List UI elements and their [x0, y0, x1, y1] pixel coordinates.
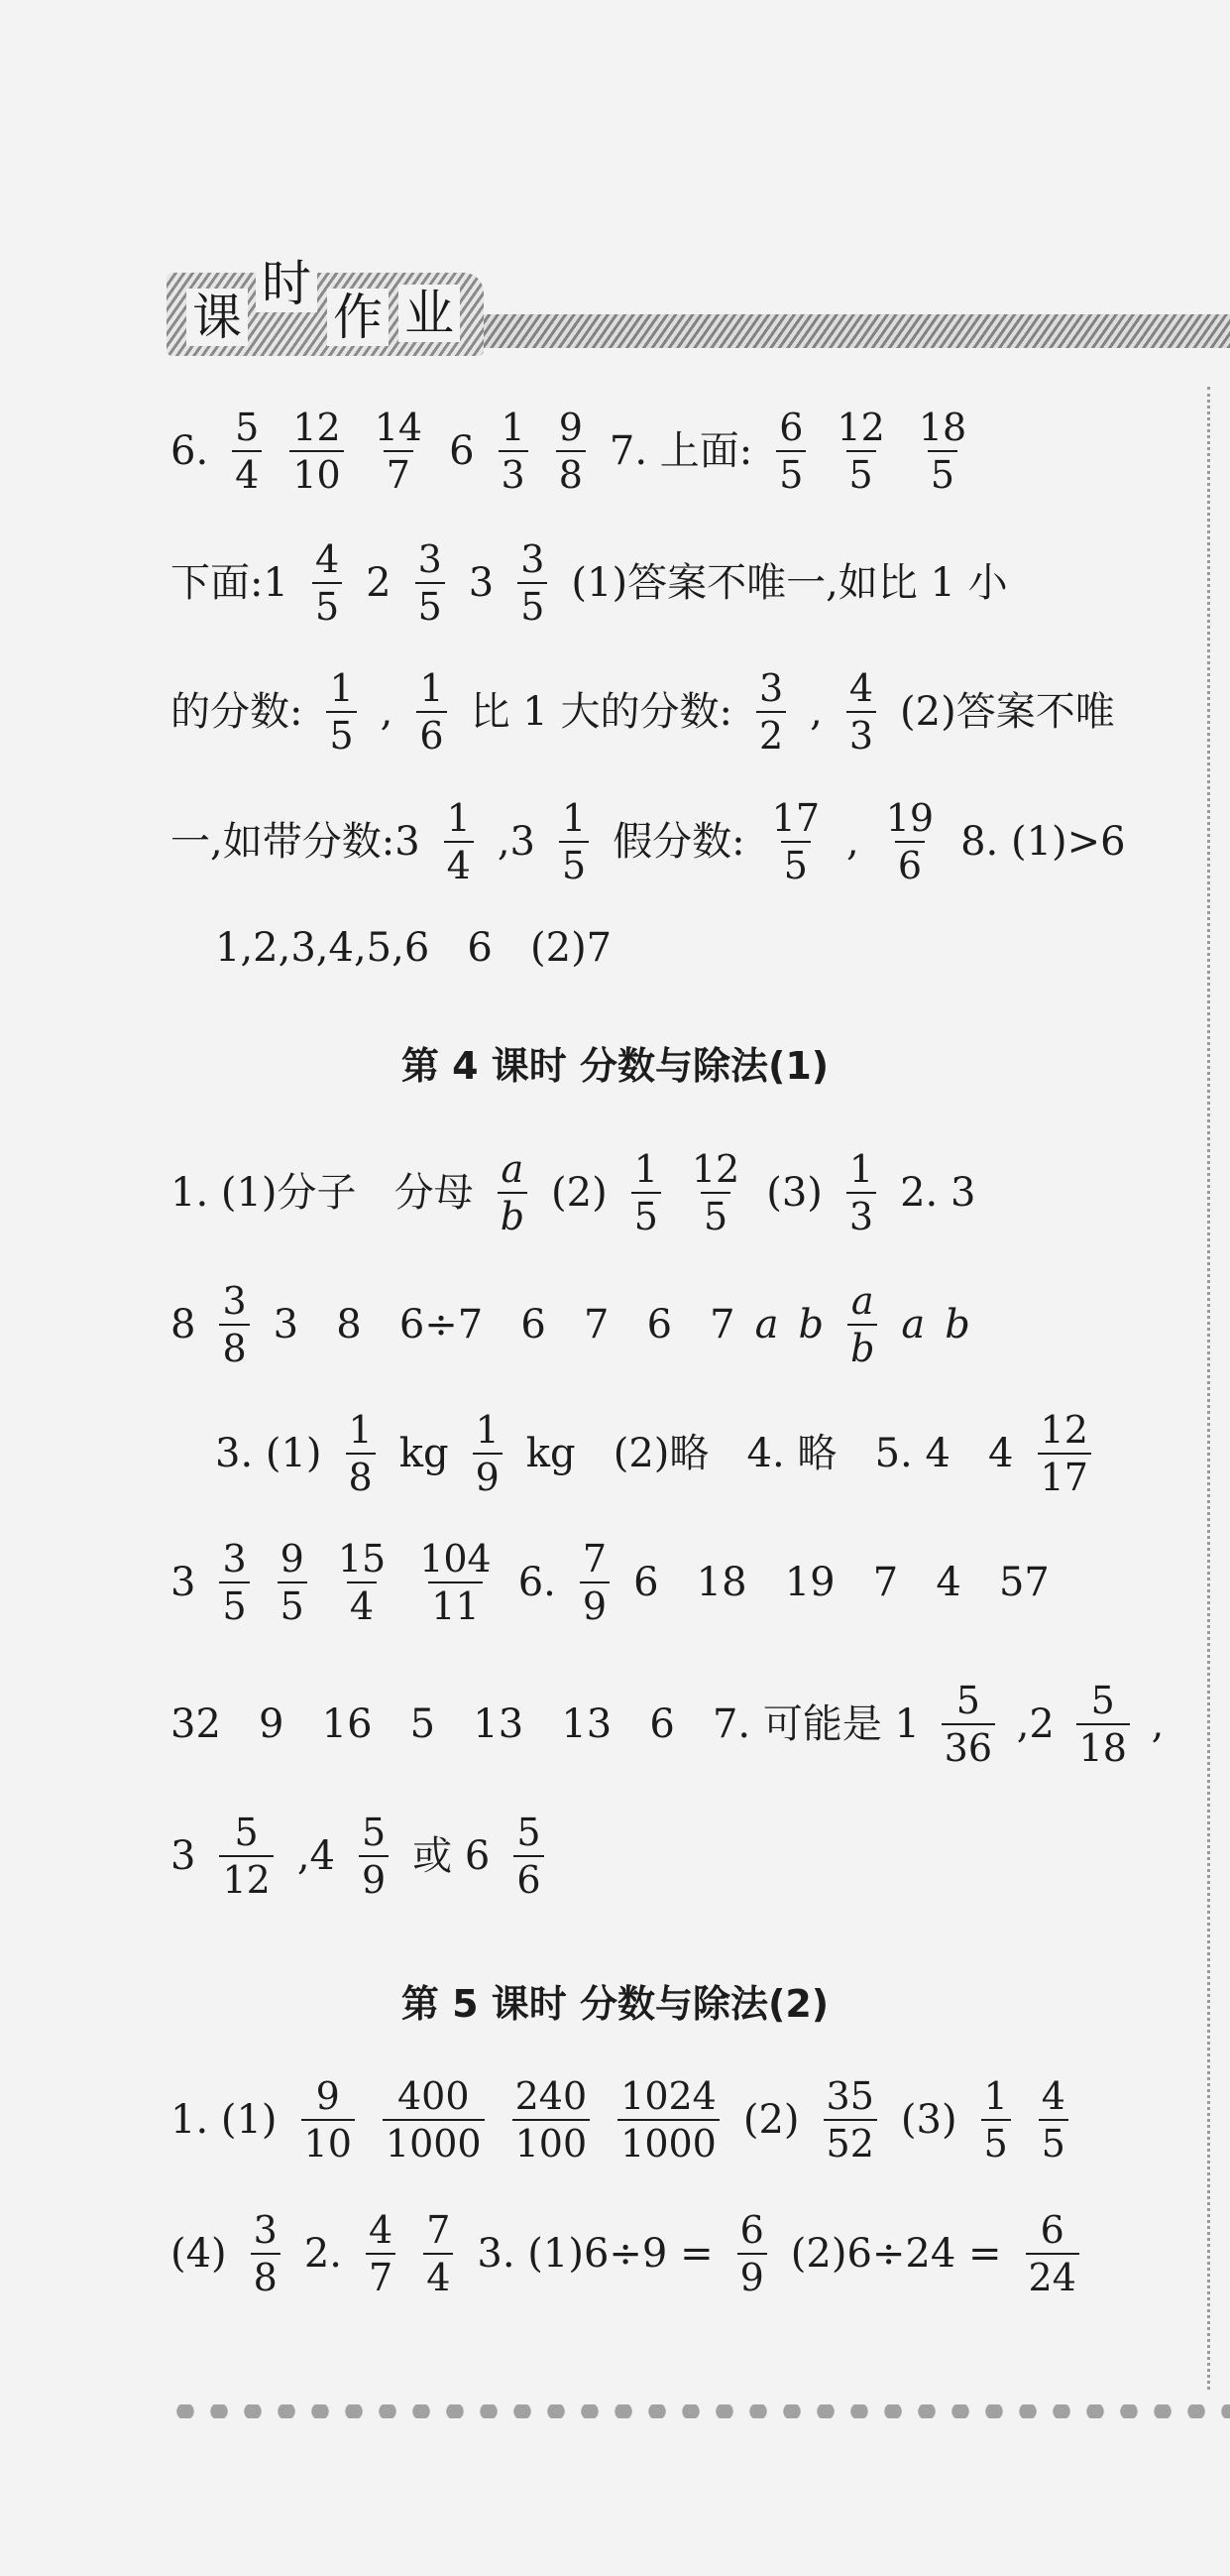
fraction-numerator: 18: [918, 406, 967, 449]
fraction-denominator: 5: [278, 1581, 307, 1625]
fraction-denominator: 36: [942, 1723, 995, 1767]
fraction-denominator: 6: [416, 711, 446, 755]
answer-text: 1. (1): [170, 2097, 278, 2143]
fraction-denominator: 6: [895, 841, 925, 884]
fraction: [219, 1811, 273, 1902]
fraction: [1026, 2208, 1079, 2299]
fraction-denominator: 8: [556, 450, 586, 494]
fraction-numerator: 7: [582, 1537, 608, 1581]
fraction: [631, 1147, 661, 1238]
answer-text: 3: [468, 560, 495, 606]
fraction: [981, 2074, 1011, 2166]
answer-text: ,4: [296, 1833, 335, 1879]
fraction-denominator: 3: [846, 1192, 876, 1235]
fraction-numerator: 35: [826, 2074, 874, 2118]
fraction: [513, 1811, 543, 1902]
fraction-denominator: b: [847, 1324, 877, 1367]
answer-text: 6 18 19 7 4 57: [633, 1560, 1050, 1605]
answer-text: 一,如带分数:3: [170, 819, 420, 865]
fraction: [737, 2208, 767, 2299]
fraction-denominator: 5: [981, 2119, 1011, 2163]
fraction-denominator: 4: [232, 450, 262, 494]
fraction-numerator: 1: [446, 796, 471, 840]
answer-line-3: [168, 666, 1179, 758]
fraction-numerator: 9: [558, 406, 583, 449]
fraction: [473, 1408, 503, 1499]
fraction-numerator: 4: [848, 666, 874, 710]
footer-dot-border: [168, 2404, 1230, 2418]
fraction-numerator: 3: [417, 537, 442, 581]
fraction: [756, 666, 786, 758]
fraction-denominator: 5: [559, 841, 589, 884]
answer-text: 2.: [303, 2231, 343, 2277]
fraction-denominator: 9: [473, 1453, 503, 1496]
fraction-denominator: 8: [219, 1324, 249, 1367]
answer-line-1: [168, 406, 1179, 497]
answer-text: 比 1 大的分数:: [470, 689, 732, 735]
answer-line-10: [168, 1679, 1179, 1770]
answer-line-12: [168, 2074, 1179, 2166]
fraction-denominator: 7: [366, 2253, 395, 2296]
fraction: [444, 796, 474, 887]
answer-text: 2: [366, 560, 391, 606]
fraction-denominator: 7: [384, 450, 413, 494]
fraction: [366, 2208, 395, 2299]
fraction-denominator: 5: [781, 841, 811, 884]
fraction-denominator: 8: [251, 2253, 280, 2296]
answer-text: ,: [1151, 1701, 1165, 1747]
fraction: [383, 2074, 485, 2166]
answer-line-2: [168, 537, 1179, 629]
answer-text: ,: [810, 689, 823, 735]
fraction-denominator: 4: [423, 2253, 453, 2296]
answer-text: 6.: [170, 428, 209, 474]
fraction-denominator: 52: [824, 2119, 877, 2163]
answer-text: (2)6÷24 =: [790, 2231, 1002, 2277]
fraction: [372, 406, 425, 497]
answer-text: 3 8 6÷7 6 7 6 7: [273, 1302, 735, 1347]
fraction-numerator: 1: [348, 1408, 373, 1452]
fraction-numerator: 3: [520, 537, 545, 581]
answer-text: (2): [742, 2097, 800, 2143]
fraction: [232, 406, 262, 497]
fraction: [416, 1537, 495, 1628]
answer-text: 2. 3: [900, 1170, 976, 1216]
fraction: [617, 2074, 720, 2166]
fraction-numerator: 240: [514, 2074, 588, 2118]
fraction-numerator: 1: [562, 796, 587, 840]
answer-text: 3: [170, 1833, 196, 1879]
fraction-numerator: 3: [253, 2208, 278, 2252]
fraction-numerator: 6: [1040, 2208, 1064, 2252]
margin-dotted-rule: [1207, 387, 1210, 2390]
fraction-numerator: 5: [1090, 1679, 1115, 1722]
fraction-numerator: 17: [771, 796, 821, 840]
fraction: [689, 1147, 742, 1238]
fraction: [416, 666, 446, 758]
fraction: [512, 2074, 591, 2166]
fraction-denominator: 11: [428, 1581, 482, 1625]
fraction-numerator: 1: [475, 1408, 500, 1452]
fraction: [301, 2074, 355, 2166]
answer-line-13: [168, 2208, 1179, 2299]
answer-text: 7. 上面:: [609, 428, 753, 474]
fraction-denominator: 10: [289, 450, 343, 494]
fraction-numerator: 19: [885, 796, 935, 840]
fraction: [415, 537, 445, 629]
fraction-numerator: 1: [419, 666, 444, 710]
fraction: [834, 406, 887, 497]
fraction-denominator: 5: [846, 450, 876, 494]
answer-line-7: [168, 1279, 1179, 1370]
fraction: [846, 666, 876, 758]
answer-text: 3. (1)6÷9 =: [477, 2231, 714, 2277]
answer-line-5: [168, 924, 1224, 972]
fraction: [883, 796, 937, 887]
answer-text: (1)答案不唯一,如比 1 小: [571, 560, 1008, 606]
header-char-3: 作: [327, 289, 389, 346]
header-char-2: 时: [256, 255, 317, 312]
fraction-numerator: 1: [633, 1147, 658, 1191]
fraction: [517, 537, 547, 629]
fraction-denominator: 3: [499, 450, 528, 494]
fraction-denominator: 100: [512, 2119, 591, 2163]
fraction-numerator: 400: [397, 2074, 470, 2118]
answer-text: (3): [766, 1170, 823, 1216]
fraction-numerator: 14: [374, 406, 423, 449]
fraction: [1076, 1679, 1130, 1770]
fraction: [326, 666, 356, 758]
answer-text: (3): [900, 2097, 957, 2143]
fraction-numerator: 5: [235, 406, 260, 449]
fraction: [499, 406, 528, 497]
fraction-denominator: 5: [776, 450, 806, 494]
answer-line-11: [168, 1811, 1179, 1902]
answer-text: kg (2)略 4. 略 5. 4 4: [525, 1431, 1014, 1476]
fraction: [498, 1147, 527, 1238]
fraction-numerator: 4: [1041, 2074, 1065, 2118]
fraction-denominator: 5: [631, 1192, 661, 1235]
fraction: [556, 406, 586, 497]
fraction-denominator: 9: [580, 1581, 610, 1625]
fraction: [1038, 1408, 1091, 1499]
fraction: [559, 796, 589, 887]
fraction: [289, 406, 343, 497]
fraction-numerator: 3: [222, 1537, 247, 1581]
answer-text: 3: [170, 1560, 196, 1605]
answer-text: a: [901, 1302, 926, 1347]
section-heading-lesson-5: 第 5 课时 分数与除法(2): [400, 1982, 830, 2026]
fraction-denominator: 10: [301, 2119, 355, 2163]
fraction: [776, 406, 806, 497]
answer-text: 1. (1)分子 分母: [170, 1170, 474, 1216]
lesson-header: [0, 243, 1230, 372]
fraction: [346, 1408, 376, 1499]
fraction-denominator: 5: [312, 582, 342, 626]
fraction-denominator: 4: [444, 841, 474, 884]
answer-text: kg: [398, 1431, 449, 1476]
fraction-denominator: 9: [737, 2253, 767, 2296]
fraction: [846, 1147, 876, 1238]
answer-text: 32 9 16 5 13 13 6 7. 可能是 1: [170, 1701, 920, 1747]
header-dotted-band: [476, 314, 1230, 348]
fraction-numerator: 1024: [620, 2074, 717, 2118]
answer-text: (4): [170, 2231, 227, 2277]
answer-text: 8. (1)>6: [960, 819, 1126, 865]
fraction-numerator: 6: [779, 406, 804, 449]
answer-text: 8: [170, 1302, 196, 1347]
fraction: [847, 1279, 877, 1370]
fraction-denominator: 6: [513, 1855, 543, 1899]
fraction-numerator: 15: [337, 1537, 387, 1581]
fraction-denominator: 5: [326, 711, 356, 755]
answer-text: ,: [846, 819, 859, 865]
fraction: [219, 1537, 249, 1628]
fraction-denominator: 17: [1038, 1453, 1091, 1496]
fraction-numerator: 1: [501, 406, 525, 449]
fraction-numerator: 6: [739, 2208, 764, 2252]
fraction-numerator: 5: [516, 1811, 541, 1854]
fraction-numerator: a: [850, 1279, 874, 1323]
answer-text: 3. (1): [215, 1431, 322, 1476]
fraction-denominator: 3: [846, 711, 876, 755]
fraction: [942, 1679, 995, 1770]
fraction-denominator: 4: [347, 1581, 377, 1625]
answer-text: 假分数:: [613, 819, 745, 865]
fraction-numerator: 12: [837, 406, 885, 449]
fraction-numerator: 1: [848, 1147, 874, 1191]
header-char-1: 课: [186, 289, 248, 346]
fraction-denominator: 5: [219, 1581, 249, 1625]
fraction-denominator: 5: [928, 450, 957, 494]
fraction-denominator: 5: [701, 1192, 730, 1235]
answer-text: a: [754, 1302, 779, 1347]
fraction-numerator: 5: [955, 1679, 980, 1722]
answer-text: 的分数:: [170, 689, 303, 735]
fraction: [312, 537, 342, 629]
fraction-denominator: 5: [415, 582, 445, 626]
fraction: [251, 2208, 280, 2299]
fraction: [769, 796, 823, 887]
answer-line-8: [168, 1408, 1224, 1499]
fraction-numerator: 5: [361, 1811, 387, 1854]
fraction-denominator: 9: [359, 1855, 389, 1899]
fraction-denominator: 1000: [383, 2119, 485, 2163]
fraction: [359, 1811, 389, 1902]
answer-text: 下面:1: [170, 560, 288, 606]
fraction-numerator: 1: [329, 666, 354, 710]
answer-line-4: [168, 796, 1179, 887]
fraction-denominator: 24: [1026, 2253, 1079, 2296]
fraction-denominator: b: [498, 1192, 527, 1235]
fraction: [580, 1537, 610, 1628]
fraction-numerator: 1: [983, 2074, 1008, 2118]
fraction-denominator: 5: [517, 582, 547, 626]
section-heading-lesson-4: 第 4 课时 分数与除法(1): [400, 1044, 830, 1088]
fraction: [916, 406, 969, 497]
fraction-numerator: 3: [222, 1279, 247, 1323]
fraction-numerator: 9: [315, 2074, 340, 2118]
fraction-numerator: 5: [234, 1811, 259, 1854]
answer-text: b: [798, 1302, 825, 1347]
fraction-denominator: 1000: [617, 2119, 720, 2163]
fraction: [423, 2208, 453, 2299]
fraction: [278, 1537, 307, 1628]
answer-text: 6.: [517, 1560, 556, 1605]
answer-text: ,3: [497, 819, 535, 865]
fraction-denominator: 8: [346, 1453, 376, 1496]
answer-text: 或 6: [412, 1833, 491, 1879]
fraction-numerator: 9: [280, 1537, 304, 1581]
fraction: [219, 1279, 249, 1370]
answer-text: ,: [380, 689, 393, 735]
fraction-numerator: 7: [426, 2208, 451, 2252]
fraction-numerator: 12: [691, 1147, 740, 1191]
fraction-numerator: a: [501, 1147, 524, 1191]
header-char-4: 业: [398, 285, 460, 342]
fraction-numerator: 12: [1040, 1408, 1088, 1452]
answer-text: (2)答案不唯: [900, 689, 1115, 735]
fraction-denominator: 18: [1076, 1723, 1130, 1767]
answer-line-6: [168, 1147, 1179, 1238]
answer-line-9: [168, 1537, 1179, 1628]
fraction-numerator: 3: [758, 666, 784, 710]
fraction-numerator: 4: [369, 2208, 393, 2252]
answer-text: 6: [449, 428, 475, 474]
answer-text: (2): [551, 1170, 608, 1216]
fraction-numerator: 4: [314, 537, 340, 581]
answer-text: ,2: [1016, 1701, 1055, 1747]
answer-text: b: [945, 1302, 970, 1347]
fraction: [1039, 2074, 1068, 2166]
fraction-numerator: 12: [292, 406, 341, 449]
fraction-denominator: 12: [219, 1855, 273, 1899]
fraction-numerator: 104: [419, 1537, 492, 1581]
fraction: [824, 2074, 877, 2166]
answer-text: 1,2,3,4,5,6 6 (2)7: [215, 925, 613, 971]
fraction-denominator: 2: [756, 711, 786, 755]
fraction-denominator: 5: [1039, 2119, 1068, 2163]
fraction: [335, 1537, 389, 1628]
